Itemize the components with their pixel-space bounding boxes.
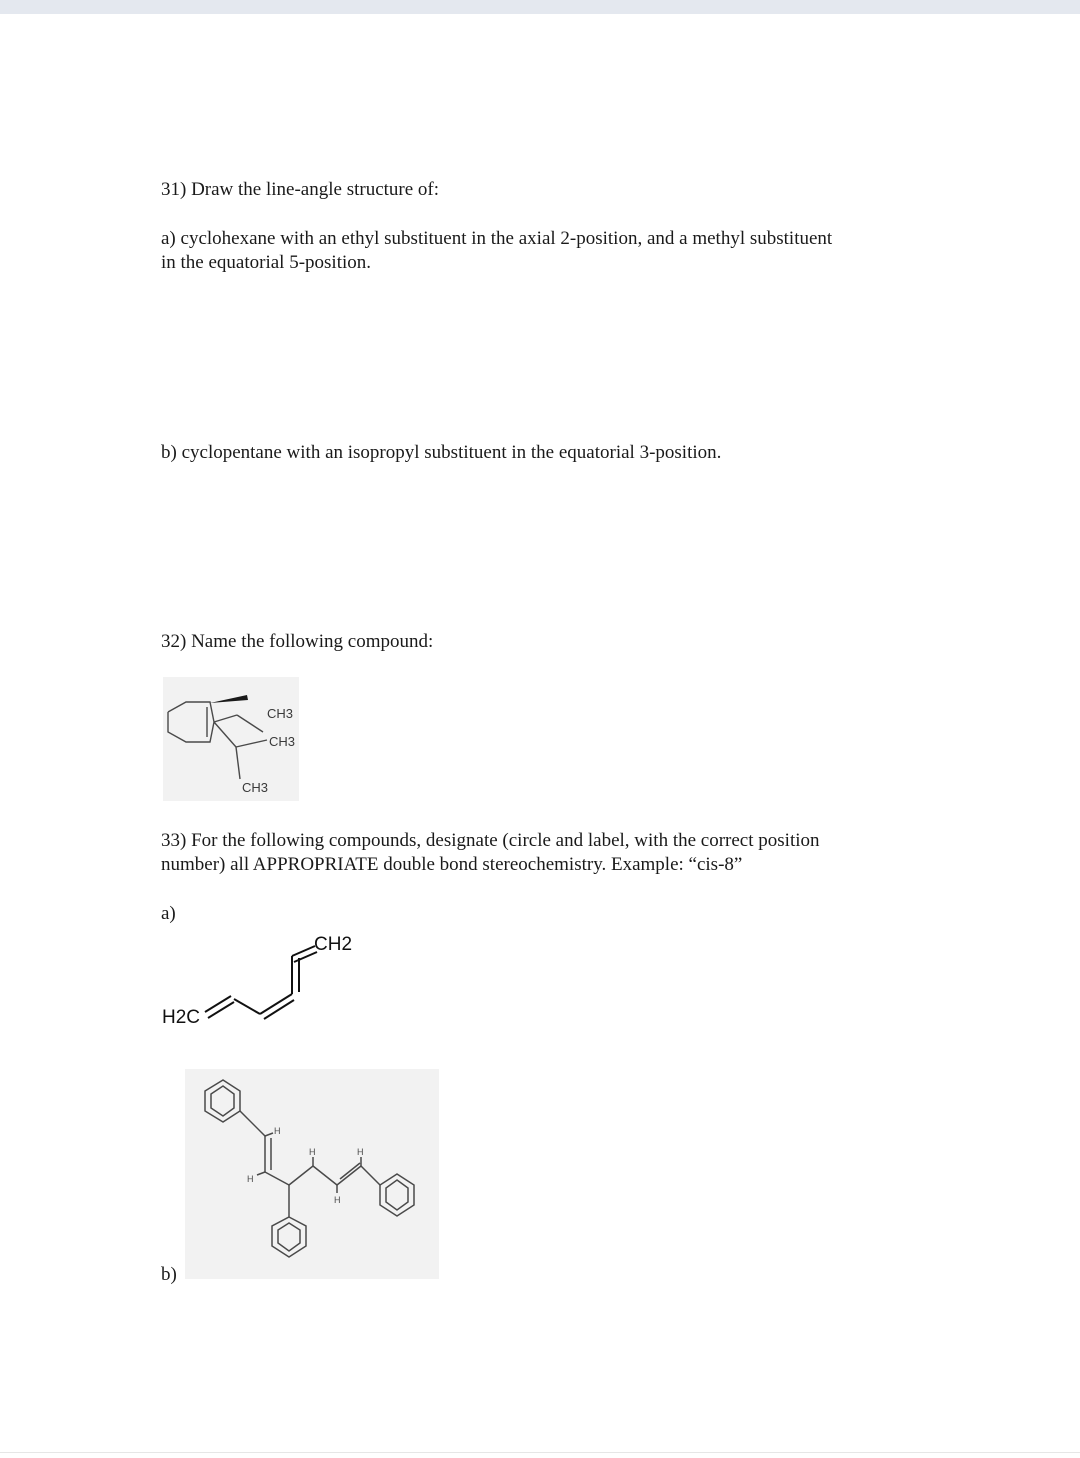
q33a-left-label: H2C bbox=[162, 1007, 201, 1028]
q33-line1: 33) For the following compounds, designate (circle and label, with the correct position bbox=[161, 830, 820, 851]
top-bar bbox=[0, 0, 1080, 14]
double-bond-line bbox=[208, 1002, 234, 1018]
h-label: H bbox=[357, 1147, 364, 1157]
figure-background bbox=[185, 1069, 439, 1279]
q31-b: b) cyclopentane with an isopropyl substituent in the equatorial 3-position. bbox=[161, 442, 722, 463]
q33-part-a: a) bbox=[161, 903, 176, 924]
q31-a-line1: a) cyclohexane with an ethyl substituent in the axial 2-position, and a methyl substituent bbox=[161, 228, 833, 249]
q32-title: 32) Name the following compound: bbox=[161, 631, 434, 652]
q32-label-2: CH3 bbox=[269, 734, 296, 749]
q32-label-1: CH3 bbox=[267, 706, 294, 721]
bond bbox=[205, 996, 231, 1012]
q32-structure-figure bbox=[163, 677, 299, 801]
q33a-right-label: CH2 bbox=[314, 934, 353, 955]
h-label: H bbox=[309, 1147, 316, 1157]
page-bottom-line bbox=[0, 1452, 1080, 1453]
q33-line2: number) all APPROPRIATE double bond stereochemistry. Example: “cis-8” bbox=[161, 854, 743, 875]
q33b-structure-svg bbox=[185, 1069, 439, 1279]
bond bbox=[234, 999, 260, 1014]
q33b-structure-figure bbox=[185, 1069, 439, 1279]
h-label: H bbox=[247, 1174, 254, 1184]
q32-label-3: CH3 bbox=[242, 780, 269, 795]
q31-a-line2: in the equatorial 5-position. bbox=[161, 252, 372, 273]
q31-title: 31) Draw the line-angle structure of: bbox=[161, 179, 440, 200]
h-label: H bbox=[334, 1195, 341, 1205]
q32-structure-svg bbox=[163, 677, 299, 801]
q33a-structure-figure bbox=[160, 925, 380, 1035]
q33-part-b: b) bbox=[161, 1264, 177, 1285]
q33a-structure-svg bbox=[160, 925, 380, 1035]
h-label: H bbox=[274, 1126, 281, 1136]
